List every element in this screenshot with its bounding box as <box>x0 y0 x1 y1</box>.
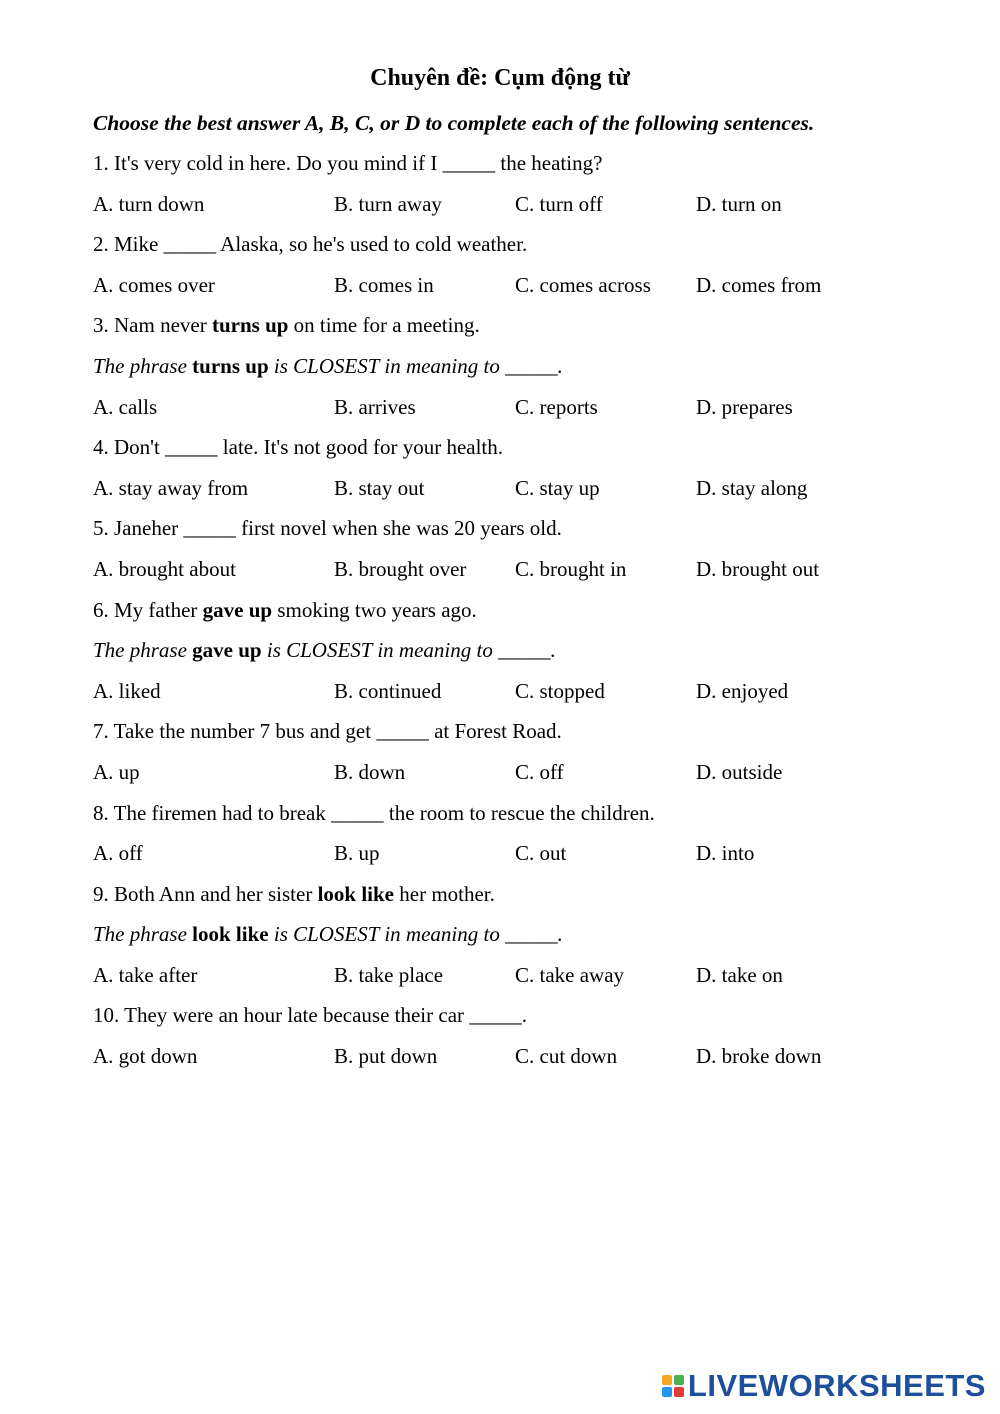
option-a[interactable]: A. up <box>93 759 140 784</box>
option-c[interactable]: C. stopped <box>515 678 605 703</box>
question-stem: 4. Don't _____ late. It's not good for your health. <box>93 435 504 460</box>
highlighted-phrase: turns up <box>192 353 269 378</box>
logo-text: LIVEWORKSHEETS <box>687 1368 986 1403</box>
answer-options <box>93 752 973 793</box>
option-b[interactable]: B. turn away <box>334 191 442 216</box>
subprompt-text: The phrase <box>93 922 193 947</box>
answer-options <box>93 387 973 428</box>
option-d[interactable]: D. prepares <box>696 394 793 419</box>
question-subprompt <box>93 630 973 671</box>
stem-text: her mother. <box>394 881 495 906</box>
answer-options <box>93 833 973 874</box>
option-d[interactable]: D. take on <box>696 962 783 987</box>
option-b[interactable]: B. up <box>334 841 380 866</box>
question-subprompt <box>93 914 973 955</box>
answer-options <box>93 955 973 996</box>
answer-options <box>93 549 973 590</box>
option-d[interactable]: D. comes from <box>696 272 822 297</box>
option-d[interactable]: D. turn on <box>696 191 782 216</box>
option-c[interactable]: C. brought in <box>515 556 627 581</box>
option-d[interactable]: D. enjoyed <box>696 678 789 703</box>
option-d[interactable]: D. brought out <box>696 556 820 581</box>
instructions: Choose the best answer A, B, C, or D to complete each of the following sentences. <box>93 111 815 135</box>
answer-options <box>93 671 973 712</box>
option-c[interactable]: C. turn off <box>515 191 603 216</box>
logo-square <box>674 1375 684 1385</box>
option-a[interactable]: A. got down <box>93 1044 198 1069</box>
answer-options <box>93 265 973 306</box>
subprompt-text: is CLOSEST in meaning to _____. <box>268 922 563 947</box>
option-b[interactable]: B. comes in <box>334 272 434 297</box>
answer-options <box>93 1036 973 1077</box>
option-d[interactable]: D. stay along <box>696 475 808 500</box>
question-stem: 8. The firemen had to break _____ the room to rescue the children. <box>93 800 655 825</box>
option-c[interactable]: C. out <box>515 841 567 866</box>
stem-text: on time for a meeting. <box>288 313 480 338</box>
question-stem: 10. They were an hour late because their car _____. <box>93 1003 528 1028</box>
option-b[interactable]: B. put down <box>334 1044 438 1069</box>
stem-text: 9. Both Ann and her sister <box>93 881 318 906</box>
stem-text: 6. My father <box>93 597 203 622</box>
option-a[interactable]: A. brought about <box>93 556 236 581</box>
option-a[interactable]: A. comes over <box>93 272 215 297</box>
question-stem: 7. Take the number 7 bus and get _____ at Forest Road. <box>93 719 562 744</box>
option-a[interactable]: A. turn down <box>93 191 205 216</box>
option-d[interactable]: D. broke down <box>696 1044 822 1069</box>
question-stem: 1. It's very cold in here. Do you mind if I _____ the heating? <box>93 151 603 175</box>
option-b[interactable]: B. arrives <box>334 394 416 419</box>
liveworksheets-logo <box>662 1368 986 1404</box>
question-stem: 5. Janeher _____ first novel when she was 20 years old. <box>93 516 562 541</box>
logo-square <box>662 1387 672 1397</box>
option-c[interactable]: C. reports <box>515 394 598 419</box>
highlighted-phrase: look like <box>317 881 394 906</box>
option-c[interactable]: C. take away <box>515 962 625 987</box>
subprompt-text: The phrase <box>93 353 193 378</box>
answer-options <box>93 468 973 509</box>
option-a[interactable]: A. off <box>93 841 143 866</box>
option-a[interactable]: A. calls <box>93 394 158 419</box>
question-stem <box>93 305 973 346</box>
question-list <box>93 143 973 1077</box>
highlighted-phrase: gave up <box>202 597 273 622</box>
highlighted-phrase: look like <box>192 922 269 947</box>
option-c[interactable]: C. comes across <box>515 272 651 297</box>
logo-icon <box>662 1375 684 1397</box>
worksheet-title: Chuyên đề: Cụm động từ <box>370 65 630 91</box>
stem-text: smoking two years ago. <box>272 597 477 622</box>
option-a[interactable]: A. take after <box>93 962 198 987</box>
option-b[interactable]: B. continued <box>334 678 442 703</box>
option-d[interactable]: D. into <box>696 841 755 866</box>
option-a[interactable]: A. liked <box>93 678 161 703</box>
option-b[interactable]: B. brought over <box>334 556 467 581</box>
option-b[interactable]: B. take place <box>334 962 444 987</box>
highlighted-phrase: gave up <box>192 638 262 663</box>
answer-options <box>93 184 973 225</box>
subprompt-text: The phrase <box>93 638 193 663</box>
logo-square <box>662 1375 672 1385</box>
subprompt-text: is CLOSEST in meaning to _____. <box>268 353 563 378</box>
option-c[interactable]: C. stay up <box>515 475 600 500</box>
subprompt-text: is CLOSEST in meaning to _____. <box>261 638 556 663</box>
highlighted-phrase: turns up <box>211 313 289 338</box>
logo-square <box>674 1387 684 1397</box>
question-subprompt <box>93 346 973 387</box>
option-c[interactable]: C. cut down <box>515 1044 618 1069</box>
question-stem <box>93 874 973 915</box>
stem-text: 3. Nam never <box>93 313 212 338</box>
option-b[interactable]: B. down <box>334 759 406 784</box>
option-a[interactable]: A. stay away from <box>93 475 249 500</box>
question-stem <box>93 590 973 631</box>
option-b[interactable]: B. stay out <box>334 475 425 500</box>
option-c[interactable]: C. off <box>515 759 564 784</box>
question-stem: 2. Mike _____ Alaska, so he's used to cold weather. <box>93 232 528 257</box>
option-d[interactable]: D. outside <box>696 759 783 784</box>
